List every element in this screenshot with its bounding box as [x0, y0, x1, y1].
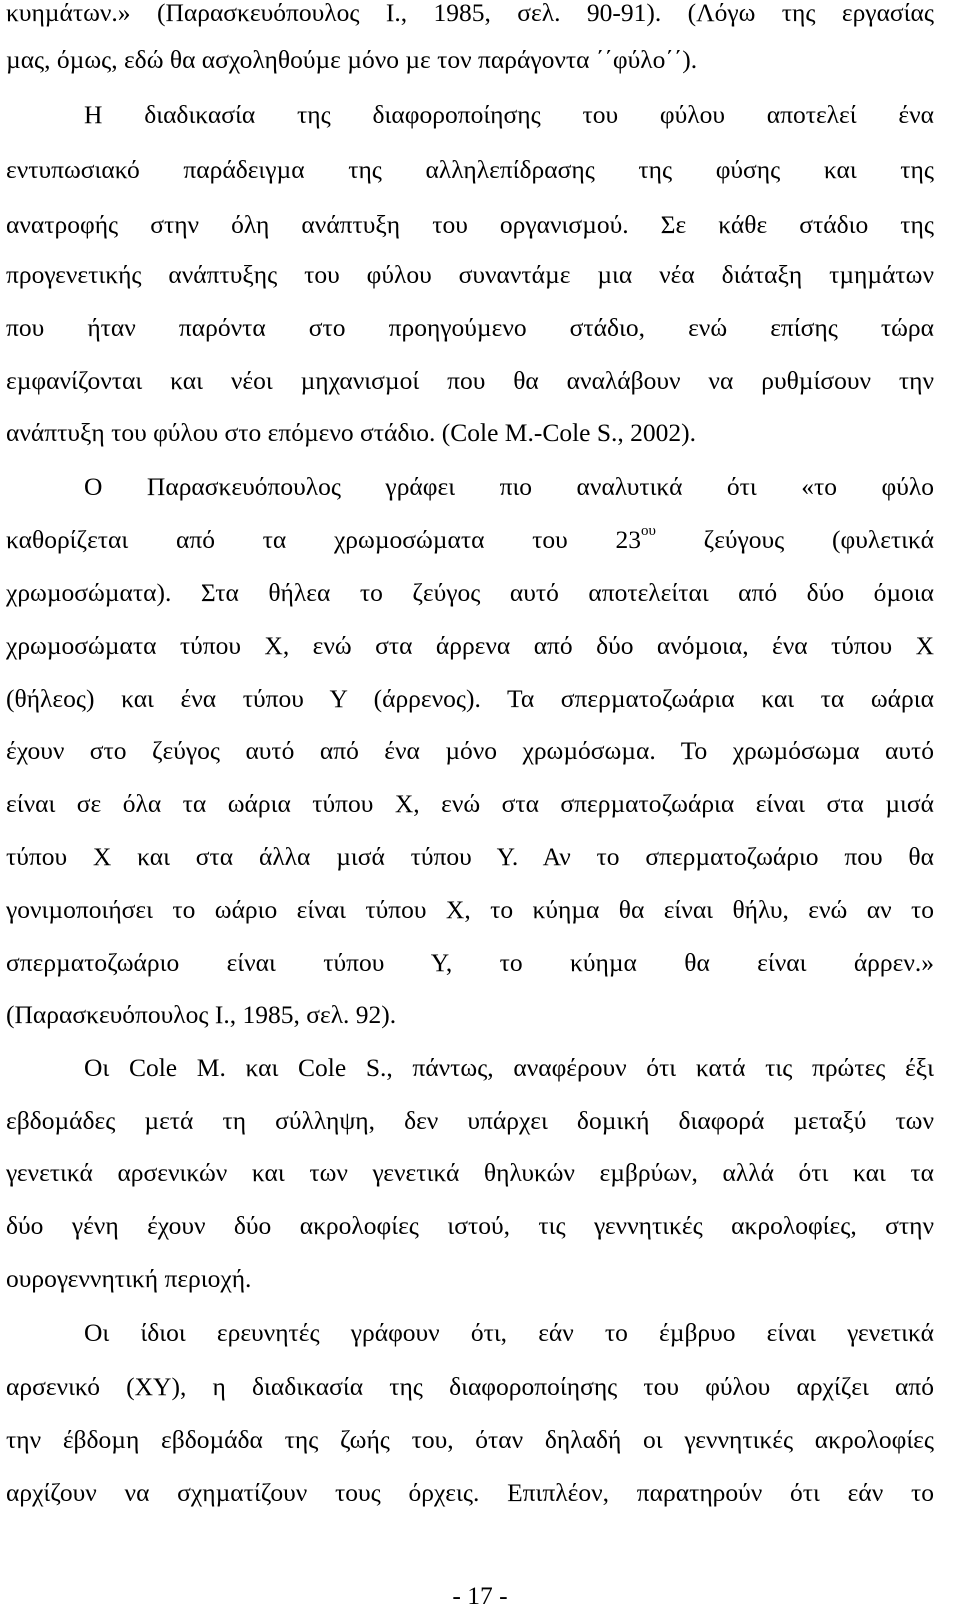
text-line: Οι ίδιοι ερευνητές γράφουν ότι, εάν το έµβρυο είναι γενετικά — [84, 1318, 934, 1347]
text-line: δύο γένη έχουν δύο ακρολοφίες ιστού, τις γεννητικές ακρολοφίες, στην — [6, 1211, 934, 1240]
text-line: ουρογεννητική περιοχή. — [6, 1264, 252, 1293]
text-segment: καθορίζεται από τα χρωµοσώµατα του 23 — [6, 525, 641, 554]
text-line: Ο Παρασκευόπουλος γράφει πιο αναλυτικά ότι «το φύλο — [84, 472, 934, 501]
text-line: αρσενικό (ΧΥ), η διαδικασία της διαφοροποίησης του φύλου αρχίζει από — [6, 1372, 934, 1401]
text-line: σπερµατοζωάριο είναι τύπου Υ, το κύηµα θα είναι άρρεν.» — [6, 948, 934, 977]
text-line: που ήταν παρόντα στο προηγούµενο στάδιο, ενώ επίσης τώρα — [6, 313, 934, 342]
text-line: ανατροφής στην όλη ανάπτυξη του οργανισµού. Σε κάθε στάδιο της — [6, 210, 934, 239]
text-line: έχουν στο ζεύγος αυτό από ένα µόνο χρωµόσωµα. Το χρωµόσωµα αυτό — [6, 736, 934, 765]
text-line: χρωµοσώµατα τύπου Χ, ενώ στα άρρενα από δύο ανόµοια, ένα τύπου Χ — [6, 631, 934, 660]
text-line: είναι σε όλα τα ωάρια τύπου Χ, ενώ στα σπερµατοζωάρια είναι στα µισά — [6, 789, 934, 818]
text-line: προγενετικής ανάπτυξης του φύλου συναντάµε µια νέα διάταξη τµηµάτων — [6, 260, 934, 289]
text-line: µας, όµως, εδώ θα ασχοληθούµε µόνο µε τον παράγοντα ΄΄φύλο΄΄). — [6, 45, 698, 74]
text-line: (Παρασκευόπουλος Ι., 1985, σελ. 92). — [6, 1000, 397, 1029]
text-line: χρωµοσώµατα). Στα θήλεα το ζεύγος αυτό αποτελείται από δύο όµοια — [6, 578, 934, 607]
text-line: ανάπτυξη του φύλου στο επόµενο στάδιο. (Cole M.-Cole S., 2002). — [6, 418, 697, 447]
text-line: γονιµοποιήσει το ωάριο είναι τύπου Χ, το κύηµα θα είναι θήλυ, ενώ αν το — [6, 895, 934, 924]
text-line: κυηµάτων.» (Παρασκευόπουλος Ι., 1985, σελ. 90-91). (Λόγω της εργασίας — [6, 0, 934, 27]
text-line: Οι Cole M. και Cole S., πάντως, αναφέρουν ότι κατά τις πρώτες έξι — [84, 1053, 934, 1082]
text-line: την έβδοµη εβδοµάδα της ζωής του, όταν δηλαδή οι γεννητικές ακρολοφίες — [6, 1425, 934, 1454]
text-line-with-superscript — [6, 525, 934, 555]
text-line: Η διαδικασία της διαφοροποίησης του φύλου αποτελεί ένα — [84, 100, 934, 129]
text-segment: ζεύγους (φυλετικά — [655, 525, 934, 554]
text-line: εντυπωσιακό παράδειγµα της αλληλεπίδρασης της φύσης και της — [6, 155, 934, 184]
ordinal-superscript: ου — [641, 523, 656, 539]
text-line: τύπου Χ και στα άλλα µισά τύπου Υ. Αν το σπερµατοζωάριο που θα — [6, 842, 934, 871]
text-line: (θήλεος) και ένα τύπου Υ (άρρενος). Τα σπερµατοζωάρια και τα ωάρια — [6, 684, 934, 713]
text-line: εβδοµάδες µετά τη σύλληψη, δεν υπάρχει δοµική διαφορά µεταξύ των — [6, 1106, 934, 1135]
page-number: - 17 - — [452, 1581, 508, 1610]
text-line: αρχίζουν να σχηµατίζουν τους όρχεις. Επιπλέον, παρατηρούν ότι εάν το — [6, 1478, 934, 1507]
text-line: εµφανίζονται και νέοι µηχανισµοί που θα αναλάβουν να ρυθµίσουν την — [6, 366, 934, 395]
text-line: γενετικά αρσενικών και των γενετικά θηλυκών εµβρύων, αλλά ότι και τα — [6, 1158, 934, 1187]
